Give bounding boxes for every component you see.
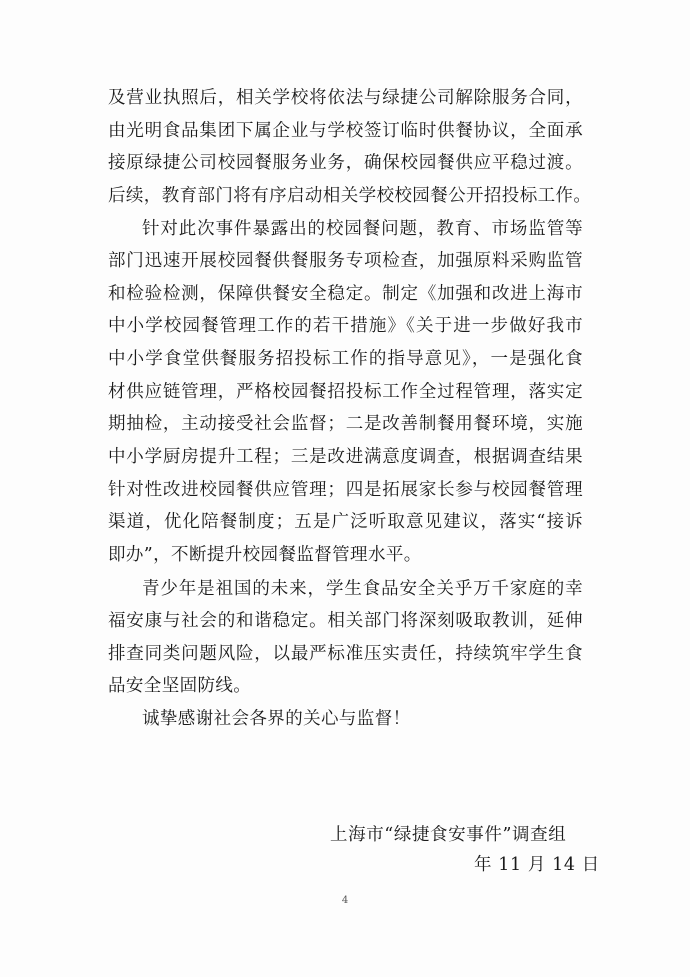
text-line: 和检验检测，保障供餐安全稳定。制定《加强和改进上海市: [108, 284, 583, 304]
text-line: 接原绿捷公司校园餐服务业务，确保校园餐供应平稳过渡。: [108, 153, 583, 173]
signature-date: 年 11 月 14 日: [474, 855, 600, 875]
text-line: 渠道，优化陪餐制度；五是广泛听取意见建议，落实“接诉: [108, 512, 583, 532]
text-line: 由光明食品集团下属企业与学校签订临时供餐协议，全面承: [108, 121, 583, 141]
text-line: 部门迅速开展校园餐供餐服务专项检查，加强原料采购监管: [108, 251, 583, 271]
text-line: 针对此次事件暴露出的校园餐问题，教育、市场监管等: [142, 219, 583, 239]
text-line: 即办”，不断提升校园餐监督管理水平。: [108, 545, 422, 565]
text-line: 中小学校园餐管理工作的若干措施》《关于进一步做好我市: [108, 316, 583, 336]
text-line: 中小学食堂供餐服务招投标工作的指导意见》，一是强化食: [108, 349, 583, 369]
text-line: 材供应链管理，严格校园餐招投标工作全过程管理，落实定: [108, 382, 583, 402]
text-line: 期抽检，主动接受社会监督；二是改善制餐用餐环境，实施: [108, 414, 583, 434]
text-line: 中小学厨房提升工程；三是改进满意度调查，根据调查结果: [108, 447, 583, 467]
text-line: 针对性改进校园餐供应管理；四是拓展家长参与校园餐管理: [108, 480, 583, 500]
signature-org: 上海市“绿捷食安事件”调查组: [330, 825, 567, 845]
text-line: 排查同类问题风险，以最严标准压实责任，持续筑牢学生食: [108, 644, 583, 664]
text-line: 诚挚感谢社会各界的关心与监督！: [142, 709, 411, 729]
text-line: 福安康与社会的和谐稳定。相关部门将深刻吸取教训，延伸: [108, 611, 583, 631]
text-line: 及营业执照后，相关学校将依法与绿捷公司解除服务合同，: [108, 88, 583, 108]
text-line: 后续，教育部门将有序启动相关学校校园餐公开招投标工作。: [108, 186, 592, 206]
text-line: 品安全坚固防线。: [108, 676, 252, 696]
page-number: 4: [341, 895, 349, 906]
text-line: 青少年是祖国的未来，学生食品安全关乎万千家庭的幸: [142, 579, 583, 599]
